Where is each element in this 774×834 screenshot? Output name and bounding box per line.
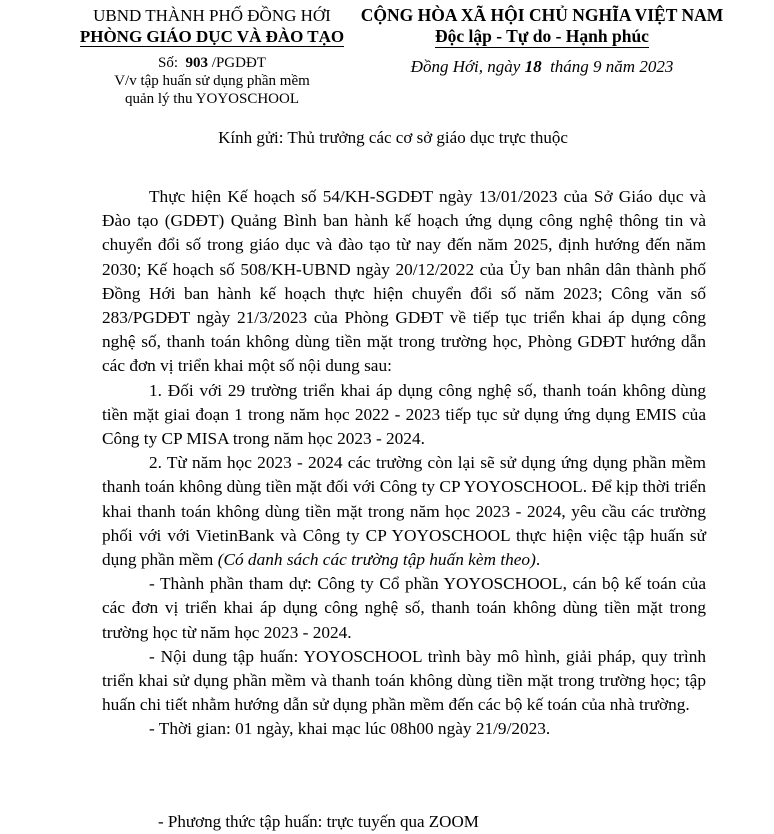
recipient-line: Kính gửi: Thủ trưởng các cơ sở giáo dục trực thuộc: [218, 128, 568, 147]
item-2-note: (Có danh sách các trường tập huấn kèm theo): [217, 550, 536, 570]
subject-line-1: V/v tập huấn sử dụng phần mềm: [114, 73, 310, 89]
national-motto: Độc lập - Tự do - Hạnh phúc: [435, 26, 649, 46]
content-paragraph: - Nội dung tập huấn: YOYOSCHOOL trình bày mô hình, giải pháp, quy trình triển khai sử dụng phần mềm và thanh toán không dùng tiền mặt trong trường học; tập huấn chi tiết nhằm hướng dẫn sử dụng phần mềm đến các bộ kế toán của nhà trường.: [102, 646, 706, 715]
issue-date-prefix: Đồng Hới, ngày: [410, 57, 521, 76]
letter-body: [102, 185, 706, 742]
intro-paragraph: Thực hiện Kế hoạch số 54/KH-SGDĐT ngày 13/01/2023 của Sở Giáo dục và Đào tạo (GDĐT) Quảng Bình ban hành kế hoạch ứng dụng công nghệ thông tin và chuyển đổi số trong giáo dục và đào tạo từ nay đến năm 2025, định hướng đến năm 2030; Kế hoạch số 508/KH-UBND ngày 20/12/2022 của Ủy ban nhân dân thành phố Đồng Hới ban hành kế hoạch thực hiện chuyển đổi số năm 2023; Công văn số 283/PGDĐT ngày 21/3/2023 của Phòng GDĐT về tiếp tục triển khai áp dụng công nghệ số, thanh toán không dùng tiền mặt trong trường học, Phòng GDĐT hướng dẫn các đơn vị triển khai một số nội dung sau:: [102, 187, 706, 376]
document-number-suffix: /PGDĐT: [211, 55, 266, 71]
cut-off-line: - Phương thức tập huấn: trực tuyến qua ZOOM: [158, 812, 479, 831]
national-title: CỘNG HÒA XÃ HỘI CHỦ NGHĨA VIỆT NAM: [360, 5, 724, 25]
document-number-value: 903: [185, 55, 209, 71]
item-2-text: 2. Từ năm học 2023 - 2024 các trường còn lại sẽ sử dụng ứng dụng phần mềm thanh toán không dùng tiền mặt đối với Công ty CP YOYOSCHOOL. Để kịp thời triển khai thanh toán không dùng tiền mặt trong năm học 2023 - 2024, yêu cầu các trường phối với với VietinBank và Công ty CP YOYOSCHOOL thực hiện việc tập huấn sử dụng phần mềm: [102, 453, 706, 570]
document-number: [62, 54, 362, 72]
item-1-paragraph: 1. Đối với 29 trường triển khai áp dụng công nghệ số, thanh toán không dùng tiền mặt giai đoạn 1 trong năm học 2022 - 2023 tiếp tục sử dụng ứng dụng EMIS của Công ty CP MISA trong năm học 2023 - 2024.: [102, 380, 706, 449]
parent-organization: UBND THÀNH PHỐ ĐỒNG HỚI: [93, 6, 331, 25]
subject-line-2: quản lý thu YOYOSCHOOL: [124, 91, 300, 107]
participants-paragraph: - Thành phần tham dự: Công ty Cổ phần YOYOSCHOOL, cán bộ kế toán của các đơn vị triển khai áp dụng công nghệ số, thanh toán không dùng tiền mặt trong trường học từ năm học 2023 - 2024.: [102, 574, 706, 642]
item-2-paragraph: [102, 451, 706, 572]
item-2-end: .: [535, 550, 541, 570]
issue-date-day: 18: [524, 57, 542, 76]
time-paragraph: - Thời gian: 01 ngày, khai mạc lúc 08h00 ngày 21/9/2023.: [149, 719, 551, 739]
national-header: [347, 5, 737, 78]
issue-date: [347, 56, 737, 78]
document-number-prefix: Số:: [158, 55, 179, 71]
issuer-header: [62, 5, 362, 108]
issue-date-suffix: tháng 9 năm 2023: [550, 57, 674, 76]
issuing-organization: PHÒNG GIÁO DỤC VÀ ĐÀO TẠO: [79, 27, 345, 46]
